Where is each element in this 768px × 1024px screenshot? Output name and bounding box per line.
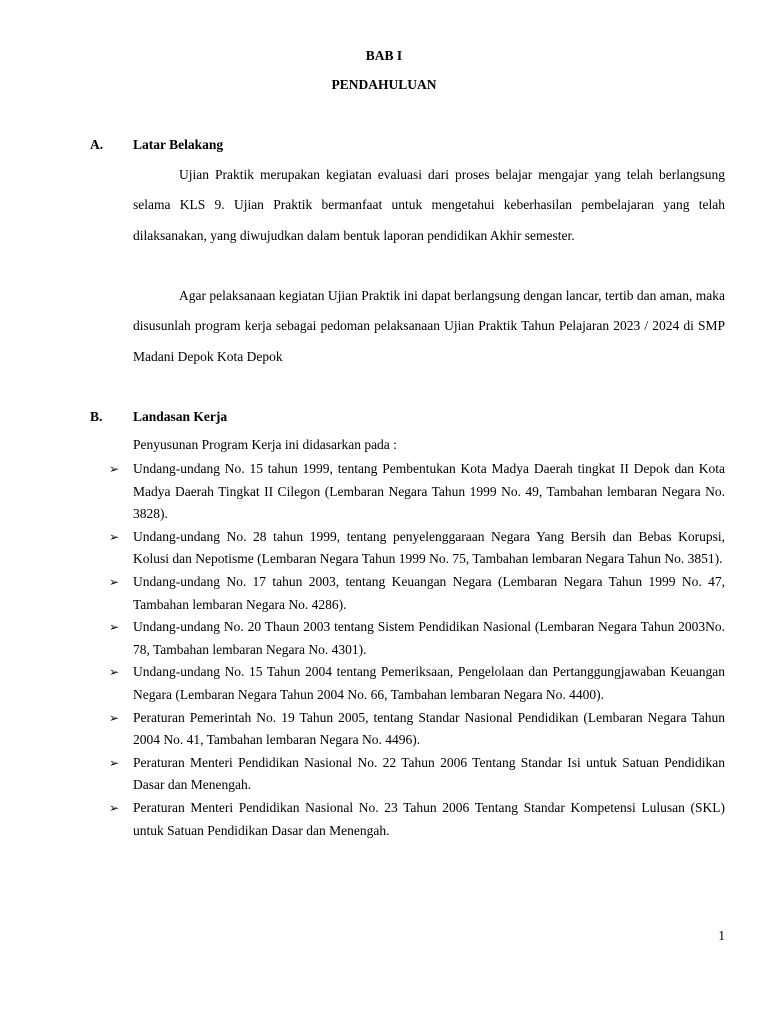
chapter-label: BAB I — [365, 48, 403, 63]
arrow-bullet-icon: ➢ — [109, 529, 120, 544]
arrow-bullet-icon: ➢ — [109, 620, 120, 635]
arrow-bullet-icon: ➢ — [109, 574, 120, 589]
legal-basis-list — [109, 458, 725, 842]
page-number: 1 — [718, 928, 725, 943]
list-item: ➢ Undang-undang No. 17 tahun 2003, tentang Keuangan Negara (Lembaran Negara Tahun 1999 No. 47, Tambahan lembaran Negara No. 4286). — [133, 571, 725, 616]
arrow-bullet-icon: ➢ — [109, 755, 120, 770]
list-item: ➢ Undang-undang No. 15 tahun 1999, tentang Pembentukan Kota Madya Daerah tingkat II Depok dan Kota Madya Daerah Tingkat II Cilegon (Lembaran Negara Tahun 1999 No. 49, Tambahan lembaran Negara No. 3828). — [133, 458, 725, 526]
section-a-paragraph-1 — [133, 160, 725, 251]
list-item: ➢ Peraturan Menteri Pendidikan Nasional No. 23 Tahun 2006 Tentang Standar Kompetensi Lulusan (SKL) untuk Satuan Pendidikan Dasar dan Menengah. — [133, 797, 725, 842]
arrow-bullet-icon: ➢ — [109, 800, 120, 815]
chapter-title: PENDAHULUAN — [331, 77, 437, 92]
arrow-bullet-icon: ➢ — [109, 710, 120, 725]
list-item: ➢ Peraturan Menteri Pendidikan Nasional No. 22 Tahun 2006 Tentang Standar Isi untuk Satuan Pendidikan Dasar dan Menengah. — [133, 752, 725, 797]
section-b-title: Landasan Kerja — [133, 409, 228, 424]
list-item: ➢ Peraturan Pemerintah No. 19 Tahun 2005, tentang Standar Nasional Pendidikan (Lembaran Negara Tahun 2004 No. 41, Tambahan lembaran Negara No. 4496). — [133, 707, 725, 752]
section-a-letter: A. — [90, 137, 104, 152]
list-item: ➢ Undang-undang No. 20 Thaun 2003 tentang Sistem Pendidikan Nasional (Lembaran Negara Tahun 2003No. 78, Tambahan lembaran Negara No. 4301). — [133, 616, 725, 661]
section-b-intro: Penyusunan Program Kerja ini didasarkan pada : — [133, 437, 397, 452]
paragraph-text: Agar pelaksanaan kegiatan Ujian Praktik ini dapat berlangsung dengan lancar, tertib dan aman, maka disusunlah program kerja sebagai pedoman pelaksanaan Ujian Praktik Tahun Pelajaran 2023 / 2024 di SMP Madani Depok Kota Depok — [133, 288, 725, 364]
section-a-paragraph-2 — [133, 281, 725, 372]
list-item: ➢ Undang-undang No. 15 Tahun 2004 tentang Pemeriksaan, Pengelolaan dan Pertanggungjawaban Keuangan Negara (Lembaran Negara Tahun 2004 No. 66, Tambahan lembaran Negara No. 4400). — [133, 661, 725, 706]
section-a-title: Latar Belakang — [133, 137, 224, 152]
paragraph-text: Ujian Praktik merupakan kegiatan evaluasi dari proses belajar mengajar yang telah berlangsung selama KLS 9. Ujian Praktik bermanfaat untuk mengetahui keberhasilan pembelajaran yang telah dilaksanakan, yang diwujudkan dalam bentuk laporan pendidikan Akhir semester. — [133, 167, 725, 243]
section-b-letter: B. — [90, 409, 103, 424]
arrow-bullet-icon: ➢ — [109, 665, 120, 680]
list-item: ➢ Undang-undang No. 28 tahun 1999, tentang penyelenggaraan Negara Yang Bersih dan Bebas Korupsi, Kolusi dan Nepotisme (Lembaran Negara Tahun 1999 No. 75, Tambahan lembaran Negara Tahun No. 3851). — [133, 526, 725, 571]
arrow-bullet-icon: ➢ — [109, 462, 120, 476]
